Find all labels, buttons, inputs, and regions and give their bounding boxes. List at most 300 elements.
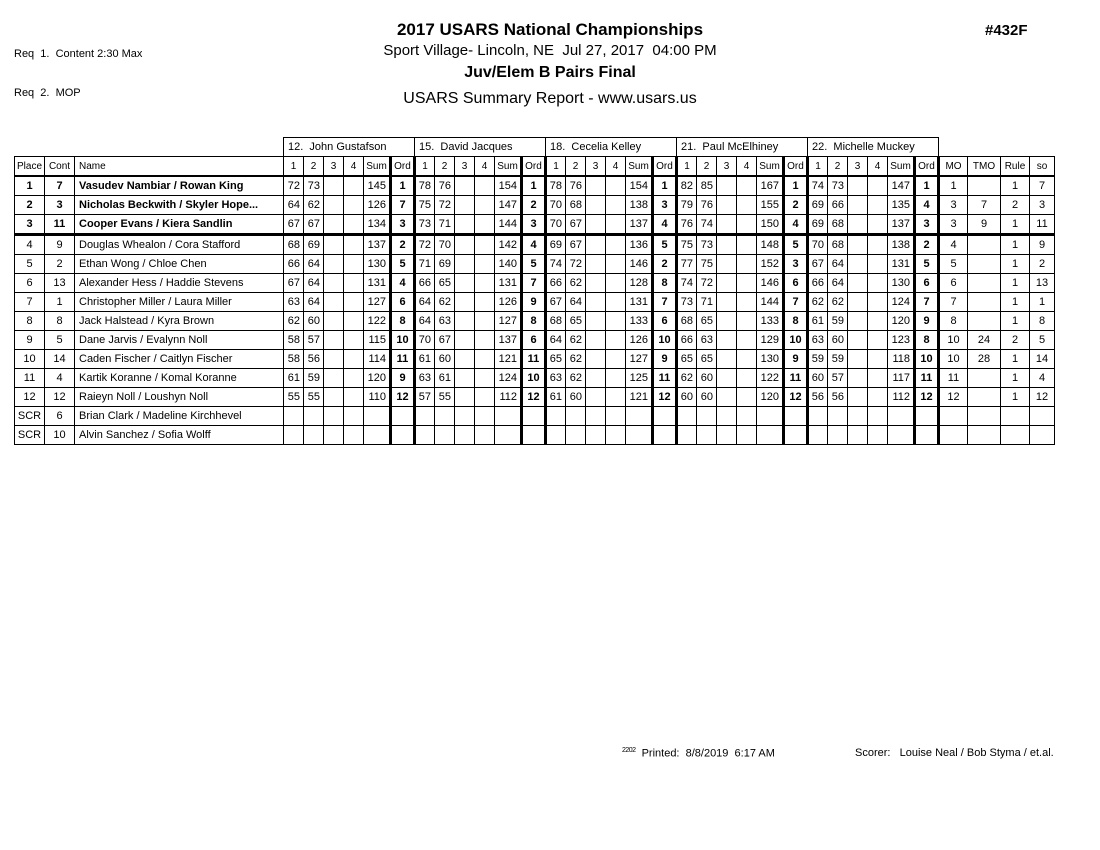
score-cell <box>737 176 757 196</box>
score-cell <box>415 407 435 426</box>
ord-cell: 5 <box>391 255 415 274</box>
score-cell <box>606 235 626 255</box>
cont-cell: 8 <box>45 312 75 331</box>
sum-cell: 145 <box>364 176 391 196</box>
score-cell <box>848 369 868 388</box>
score-cell: 75 <box>697 255 717 274</box>
name-cell: Kartik Koranne / Komal Koranne <box>75 369 284 388</box>
score-col-header: 4 <box>475 157 495 177</box>
ord-header: Ord <box>915 157 939 177</box>
sum-cell: 130 <box>364 255 391 274</box>
name-cell: Alvin Sanchez / Sofia Wolff <box>75 426 284 445</box>
ord-cell: 12 <box>653 388 677 407</box>
sum-cell <box>364 407 391 426</box>
place-cell: 2 <box>15 196 45 215</box>
score-cell: 57 <box>304 331 324 350</box>
score-cell <box>455 331 475 350</box>
score-cell: 71 <box>697 293 717 312</box>
score-cell: 58 <box>284 350 304 369</box>
so-cell: 11 <box>1030 215 1055 235</box>
score-col-header: 2 <box>435 157 455 177</box>
ord-cell: 12 <box>522 388 546 407</box>
sum-cell: 140 <box>495 255 522 274</box>
score-cell <box>344 369 364 388</box>
score-cell <box>717 196 737 215</box>
ord-cell: 4 <box>522 235 546 255</box>
score-cell <box>284 426 304 445</box>
score-cell: 60 <box>435 350 455 369</box>
ord-cell <box>522 426 546 445</box>
score-cell <box>848 426 868 445</box>
sum-cell: 128 <box>626 274 653 293</box>
score-cell <box>324 255 344 274</box>
score-cell <box>848 176 868 196</box>
score-cell <box>717 235 737 255</box>
ord-cell: 9 <box>391 369 415 388</box>
ord-cell: 7 <box>391 196 415 215</box>
name-cell: Dane Jarvis / Evalynn Noll <box>75 331 284 350</box>
score-cell: 75 <box>677 235 697 255</box>
score-cell <box>848 215 868 235</box>
sum-cell: 144 <box>495 215 522 235</box>
blank-corner <box>15 138 284 157</box>
table-body <box>15 176 1055 445</box>
sum-cell: 133 <box>626 312 653 331</box>
mo-cell <box>939 407 968 426</box>
score-cell: 64 <box>546 331 566 350</box>
sum-cell: 126 <box>364 196 391 215</box>
score-cell: 60 <box>697 388 717 407</box>
ord-cell: 1 <box>784 176 808 196</box>
tmo-cell <box>968 255 1001 274</box>
score-cell: 66 <box>546 274 566 293</box>
column-header-row <box>15 157 1055 177</box>
score-cell: 70 <box>435 235 455 255</box>
score-cell: 76 <box>697 196 717 215</box>
ord-cell: 9 <box>784 350 808 369</box>
table-row <box>15 215 1055 235</box>
table-row <box>15 426 1055 445</box>
print-code-superscript: 2202 <box>622 747 636 754</box>
score-cell <box>868 331 888 350</box>
score-cell <box>808 426 828 445</box>
score-cell <box>828 407 848 426</box>
score-cell <box>324 350 344 369</box>
mo-cell: 5 <box>939 255 968 274</box>
sum-cell: 146 <box>626 255 653 274</box>
sum-cell <box>626 426 653 445</box>
place-cell: 11 <box>15 369 45 388</box>
score-cell <box>475 235 495 255</box>
sum-cell <box>757 407 784 426</box>
score-cell <box>324 176 344 196</box>
score-cell: 69 <box>435 255 455 274</box>
score-cell <box>586 350 606 369</box>
score-col-header: 3 <box>717 157 737 177</box>
score-cell <box>455 350 475 369</box>
place-cell: 12 <box>15 388 45 407</box>
score-cell <box>606 312 626 331</box>
score-cell <box>455 215 475 235</box>
place-cell: 6 <box>15 274 45 293</box>
score-cell <box>868 388 888 407</box>
score-cell <box>848 331 868 350</box>
score-cell <box>344 350 364 369</box>
ord-cell: 7 <box>522 274 546 293</box>
score-cell <box>697 407 717 426</box>
sum-cell: 146 <box>757 274 784 293</box>
sum-cell: 137 <box>626 215 653 235</box>
score-cell <box>455 274 475 293</box>
score-cell <box>455 407 475 426</box>
so-cell: 13 <box>1030 274 1055 293</box>
score-cell: 67 <box>808 255 828 274</box>
score-cell: 69 <box>304 235 324 255</box>
score-cell <box>737 235 757 255</box>
score-cell <box>868 312 888 331</box>
cont-cell: 3 <box>45 196 75 215</box>
score-cell <box>737 215 757 235</box>
ord-cell: 6 <box>915 274 939 293</box>
table-row <box>15 388 1055 407</box>
score-cell: 65 <box>566 312 586 331</box>
score-cell: 67 <box>435 331 455 350</box>
score-cell: 72 <box>566 255 586 274</box>
mo-cell <box>939 426 968 445</box>
score-cell <box>868 274 888 293</box>
score-cell <box>848 350 868 369</box>
score-cell <box>546 426 566 445</box>
sum-cell: 147 <box>495 196 522 215</box>
place-cell: 3 <box>15 215 45 235</box>
sum-cell: 124 <box>495 369 522 388</box>
score-cell <box>324 369 344 388</box>
sum-cell: 133 <box>757 312 784 331</box>
sum-cell <box>888 407 915 426</box>
score-cell <box>304 426 324 445</box>
score-cell: 60 <box>304 312 324 331</box>
cont-cell: 4 <box>45 369 75 388</box>
score-cell: 58 <box>284 331 304 350</box>
score-cell: 69 <box>808 215 828 235</box>
score-cell: 64 <box>304 274 324 293</box>
ord-cell: 1 <box>653 176 677 196</box>
score-cell <box>586 235 606 255</box>
score-cell: 61 <box>808 312 828 331</box>
score-cell <box>344 176 364 196</box>
ord-cell: 1 <box>522 176 546 196</box>
score-cell: 61 <box>435 369 455 388</box>
score-cell: 64 <box>828 255 848 274</box>
name-cell: Caden Fischer / Caitlyn Fischer <box>75 350 284 369</box>
score-cell <box>606 293 626 312</box>
score-cell: 62 <box>435 293 455 312</box>
place-cell: SCR <box>15 426 45 445</box>
sum-cell: 114 <box>364 350 391 369</box>
score-col-header: 1 <box>415 157 435 177</box>
score-cell: 79 <box>677 196 697 215</box>
sum-cell: 137 <box>888 215 915 235</box>
rule-cell: 2 <box>1001 196 1030 215</box>
score-cell: 76 <box>435 176 455 196</box>
ord-cell: 3 <box>784 255 808 274</box>
rule-cell: 1 <box>1001 274 1030 293</box>
sum-cell: 115 <box>364 331 391 350</box>
score-cell <box>606 196 626 215</box>
sum-cell: 112 <box>888 388 915 407</box>
score-cell: 70 <box>415 331 435 350</box>
sum-cell: 122 <box>757 369 784 388</box>
score-cell <box>717 255 737 274</box>
score-cell <box>586 426 606 445</box>
place-cell: SCR <box>15 407 45 426</box>
score-cell <box>586 215 606 235</box>
score-cell: 56 <box>828 388 848 407</box>
so-cell: 9 <box>1030 235 1055 255</box>
cont-cell: 7 <box>45 176 75 196</box>
rule-cell: 1 <box>1001 312 1030 331</box>
score-cell <box>586 369 606 388</box>
score-cell <box>324 388 344 407</box>
tmo-cell: 7 <box>968 196 1001 215</box>
score-cell <box>868 176 888 196</box>
score-col-header: 2 <box>304 157 324 177</box>
judge-name-3: 18. Cecelia Kelley <box>546 138 677 157</box>
ord-cell: 1 <box>915 176 939 196</box>
scorer-note: Scorer: Louise Neal / Bob Styma / et.al. <box>855 747 1054 759</box>
judge-name-5: 22. Michelle Muckey <box>808 138 939 157</box>
tmo-cell <box>968 235 1001 255</box>
score-cell <box>586 176 606 196</box>
judge-name-4: 21. Paul McElhiney <box>677 138 808 157</box>
name-cell: Cooper Evans / Kiera Sandlin <box>75 215 284 235</box>
sum-cell <box>495 407 522 426</box>
tmo-cell <box>968 176 1001 196</box>
sum-cell: 117 <box>888 369 915 388</box>
score-cell <box>455 176 475 196</box>
sum-cell: 129 <box>757 331 784 350</box>
place-cell: 10 <box>15 350 45 369</box>
sum-cell: 127 <box>495 312 522 331</box>
so-header: so <box>1030 157 1055 177</box>
ord-cell: 4 <box>915 196 939 215</box>
tmo-cell: 9 <box>968 215 1001 235</box>
score-cell <box>868 369 888 388</box>
ord-header: Ord <box>653 157 677 177</box>
tmo-cell <box>968 369 1001 388</box>
mo-cell: 7 <box>939 293 968 312</box>
score-cell: 61 <box>284 369 304 388</box>
score-cell: 64 <box>828 274 848 293</box>
sum-cell <box>757 426 784 445</box>
score-col-header: 4 <box>737 157 757 177</box>
score-cell <box>455 293 475 312</box>
tmo-cell <box>968 426 1001 445</box>
score-cell <box>475 350 495 369</box>
score-cell: 64 <box>415 293 435 312</box>
score-cell: 77 <box>677 255 697 274</box>
score-cell: 72 <box>415 235 435 255</box>
cont-cell: 11 <box>45 215 75 235</box>
tmo-cell <box>968 312 1001 331</box>
score-cell <box>717 176 737 196</box>
score-cell <box>546 407 566 426</box>
sum-cell: 155 <box>757 196 784 215</box>
score-cell <box>717 407 737 426</box>
score-cell: 72 <box>435 196 455 215</box>
sum-header: Sum <box>626 157 653 177</box>
name-cell: Douglas Whealon / Cora Stafford <box>75 235 284 255</box>
sum-cell: 154 <box>495 176 522 196</box>
score-col-header: 1 <box>677 157 697 177</box>
tmo-cell <box>968 388 1001 407</box>
score-cell <box>868 235 888 255</box>
score-cell: 82 <box>677 176 697 196</box>
sum-cell: 131 <box>364 274 391 293</box>
score-cell <box>868 255 888 274</box>
venue-datetime: Sport Village- Lincoln, NE Jul 27, 2017 04:00 PM <box>383 42 717 59</box>
score-cell <box>324 331 344 350</box>
so-cell <box>1030 426 1055 445</box>
mo-cell: 1 <box>939 176 968 196</box>
sum-cell: 138 <box>888 235 915 255</box>
table-row <box>15 331 1055 350</box>
score-cell: 62 <box>304 196 324 215</box>
score-cell: 55 <box>284 388 304 407</box>
ord-cell: 2 <box>915 235 939 255</box>
score-cell: 62 <box>284 312 304 331</box>
sum-cell: 137 <box>495 331 522 350</box>
score-cell: 67 <box>546 293 566 312</box>
score-col-header: 3 <box>324 157 344 177</box>
tmo-cell: 28 <box>968 350 1001 369</box>
score-cell <box>344 196 364 215</box>
req-line-2: Req 2. MOP <box>14 87 81 99</box>
score-cell <box>808 407 828 426</box>
ord-cell: 11 <box>653 369 677 388</box>
ord-cell: 10 <box>784 331 808 350</box>
score-cell: 68 <box>828 235 848 255</box>
score-cell: 60 <box>677 388 697 407</box>
judge-header-row <box>15 138 1055 157</box>
so-cell: 5 <box>1030 331 1055 350</box>
sum-cell <box>495 426 522 445</box>
score-cell <box>304 407 324 426</box>
score-col-header: 2 <box>697 157 717 177</box>
rule-cell: 1 <box>1001 215 1030 235</box>
score-cell <box>868 215 888 235</box>
sum-cell: 135 <box>888 196 915 215</box>
score-cell <box>868 426 888 445</box>
event-title: Juv/Elem B Pairs Final <box>464 64 636 81</box>
sum-cell: 136 <box>626 235 653 255</box>
score-cell <box>848 407 868 426</box>
ord-cell: 7 <box>784 293 808 312</box>
ord-cell: 8 <box>915 331 939 350</box>
so-cell <box>1030 407 1055 426</box>
score-cell: 73 <box>415 215 435 235</box>
score-cell <box>848 293 868 312</box>
score-cell: 65 <box>697 350 717 369</box>
tmo-cell <box>968 293 1001 312</box>
score-cell <box>455 196 475 215</box>
report-title: USARS Summary Report - www.usars.us <box>403 90 697 107</box>
ord-cell: 12 <box>391 388 415 407</box>
score-cell: 66 <box>284 255 304 274</box>
score-cell: 67 <box>304 215 324 235</box>
score-cell <box>475 407 495 426</box>
ord-cell: 1 <box>391 176 415 196</box>
sum-cell: 118 <box>888 350 915 369</box>
score-col-header: 3 <box>586 157 606 177</box>
score-cell: 59 <box>808 350 828 369</box>
score-cell <box>344 407 364 426</box>
score-cell: 62 <box>808 293 828 312</box>
score-cell: 63 <box>415 369 435 388</box>
score-cell <box>717 331 737 350</box>
score-cell: 60 <box>566 388 586 407</box>
results-table-container <box>14 137 1055 445</box>
sum-cell: 134 <box>364 215 391 235</box>
score-cell <box>868 196 888 215</box>
table-row <box>15 255 1055 274</box>
score-cell: 63 <box>697 331 717 350</box>
score-cell <box>868 293 888 312</box>
score-cell <box>848 255 868 274</box>
score-cell: 68 <box>677 312 697 331</box>
score-cell: 74 <box>808 176 828 196</box>
mo-cell: 6 <box>939 274 968 293</box>
score-cell <box>848 196 868 215</box>
score-cell <box>737 255 757 274</box>
score-cell: 55 <box>304 388 324 407</box>
sum-cell: 131 <box>888 255 915 274</box>
sum-cell: 131 <box>626 293 653 312</box>
cont-cell: 9 <box>45 235 75 255</box>
sum-cell <box>888 426 915 445</box>
rule-cell: 1 <box>1001 176 1030 196</box>
sum-cell: 150 <box>757 215 784 235</box>
score-cell: 75 <box>415 196 435 215</box>
score-cell <box>737 369 757 388</box>
rule-cell: 1 <box>1001 369 1030 388</box>
score-cell <box>475 255 495 274</box>
score-cell: 66 <box>415 274 435 293</box>
ord-cell: 3 <box>915 215 939 235</box>
ord-header: Ord <box>784 157 808 177</box>
req-line-1: Req 1. Content 2:30 Max <box>14 48 143 60</box>
score-cell <box>717 293 737 312</box>
sum-cell: 154 <box>626 176 653 196</box>
ord-cell <box>522 407 546 426</box>
mo-cell: 11 <box>939 369 968 388</box>
score-cell: 68 <box>828 215 848 235</box>
score-cell: 67 <box>284 274 304 293</box>
name-cell: Nicholas Beckwith / Skyler Hope... <box>75 196 284 215</box>
sum-cell: 110 <box>364 388 391 407</box>
mo-cell: 4 <box>939 235 968 255</box>
table-row <box>15 350 1055 369</box>
score-cell <box>868 350 888 369</box>
sum-cell <box>626 407 653 426</box>
ord-cell: 10 <box>391 331 415 350</box>
score-cell: 62 <box>566 369 586 388</box>
ord-cell: 7 <box>653 293 677 312</box>
score-cell <box>606 407 626 426</box>
score-cell: 63 <box>546 369 566 388</box>
sum-cell: 148 <box>757 235 784 255</box>
score-cell: 63 <box>284 293 304 312</box>
